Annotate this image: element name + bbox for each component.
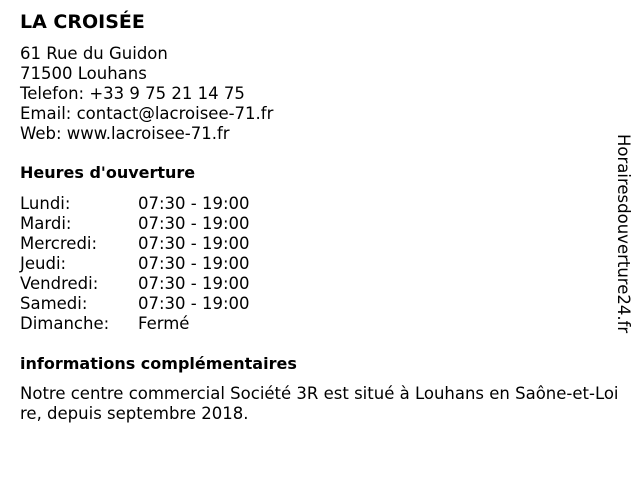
hours-time: Fermé [138, 314, 190, 333]
additional-info-heading: informations complémentaires [20, 354, 297, 373]
email-address: Email: contact@lacroisee-71.fr [20, 104, 274, 123]
hours-time: 07:30 - 19:00 [138, 274, 250, 293]
hours-row-friday [20, 274, 250, 294]
hours-time: 07:30 - 19:00 [138, 254, 250, 273]
hours-row-tuesday [20, 214, 250, 234]
hours-day: Mardi: [20, 214, 72, 233]
watermark [612, 134, 634, 346]
hours-row-saturday [20, 294, 250, 314]
hours-row-wednesday [20, 234, 250, 254]
website: Web: www.lacroisee-71.fr [20, 124, 230, 143]
hours-time: 07:30 - 19:00 [138, 194, 250, 213]
hours-day: Samedi: [20, 294, 88, 313]
hours-day: Lundi: [20, 194, 71, 213]
hours-row-sunday [20, 314, 250, 334]
opening-hours-heading: Heures d'ouverture [20, 163, 196, 182]
hours-row-thursday [20, 254, 250, 274]
hours-time: 07:30 - 19:00 [138, 214, 250, 233]
additional-info-text: Notre centre commercial Société 3R est situé à Louhans en Saône-et-Loire, depuis septembre 2018. [20, 384, 619, 423]
address-block [20, 44, 273, 144]
hours-row-monday [20, 194, 250, 214]
city-address: 71500 Louhans [20, 64, 147, 83]
phone-number: Telefon: +33 9 75 21 14 75 [20, 84, 245, 103]
watermark-text: Horairesdouverture24.fr [614, 134, 633, 334]
opening-hours-table [20, 194, 250, 334]
hours-day: Jeudi: [20, 254, 67, 273]
hours-day: Mercredi: [20, 234, 98, 253]
street-address: 61 Rue du Guidon [20, 44, 168, 63]
business-name: LA CROISÉE [20, 11, 145, 33]
hours-day: Dimanche: [20, 314, 110, 333]
hours-day: Vendredi: [20, 274, 99, 293]
hours-time: 07:30 - 19:00 [138, 234, 250, 253]
hours-time: 07:30 - 19:00 [138, 294, 250, 313]
